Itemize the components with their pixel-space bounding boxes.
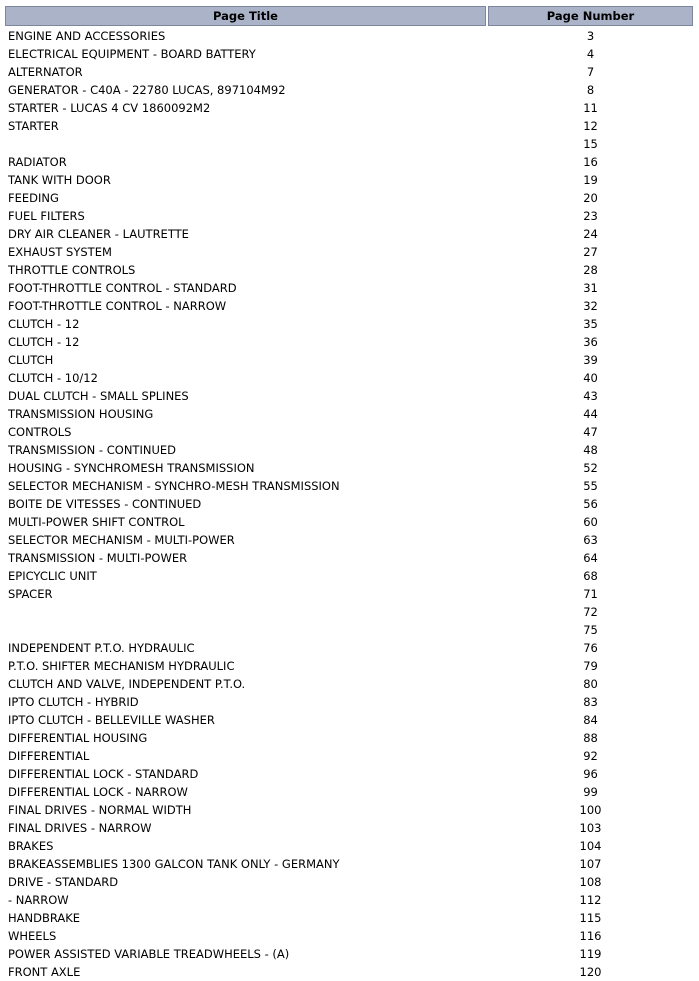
row-page-number: 44	[583, 407, 598, 421]
table-row[interactable]	[5, 747, 693, 765]
row-page-number: 80	[583, 677, 598, 691]
row-page-number: 75	[583, 623, 598, 637]
row-page-number: 3	[586, 29, 595, 43]
table-row[interactable]	[5, 225, 693, 243]
row-page-number: 71	[583, 587, 598, 601]
table-row[interactable]	[5, 855, 693, 873]
row-page-title[interactable]: CLUTCH	[8, 353, 54, 367]
row-page-title[interactable]: STARTER	[8, 119, 59, 133]
table-row[interactable]	[5, 459, 693, 477]
row-page-number: 47	[583, 425, 598, 439]
table-row[interactable]	[5, 351, 693, 369]
row-page-title[interactable]: DIFFERENTIAL	[8, 749, 90, 763]
row-page-title[interactable]: IPTO CLUTCH - HYBRID	[8, 695, 139, 709]
row-page-title[interactable]: DRY AIR CLEANER - LAUTRETTE	[8, 227, 189, 241]
row-page-title[interactable]: FEEDING	[8, 191, 59, 205]
row-page-title[interactable]: BRAKES	[8, 839, 54, 853]
row-page-number: 12	[583, 119, 598, 133]
row-page-number: 83	[583, 695, 598, 709]
row-page-title[interactable]: RADIATOR	[8, 155, 67, 169]
row-page-number: 27	[583, 245, 598, 259]
row-page-title[interactable]: P.T.O. SHIFTER MECHANISM HYDRAULIC	[8, 659, 235, 673]
table-row[interactable]	[5, 369, 693, 387]
table-header-row	[5, 6, 693, 26]
row-page-title[interactable]: ALTERNATOR	[8, 65, 83, 79]
row-page-number: 72	[583, 605, 598, 619]
row-page-title[interactable]: - NARROW	[8, 893, 69, 907]
row-page-title[interactable]: THROTTLE CONTROLS	[8, 263, 136, 277]
row-page-title[interactable]: ENGINE AND ACCESSORIES	[8, 29, 166, 43]
row-page-number: 112	[579, 893, 602, 907]
row-page-number: 115	[579, 911, 602, 925]
table-row[interactable]	[5, 441, 693, 459]
row-page-title[interactable]: FRONT AXLE	[8, 965, 81, 979]
table-row[interactable]	[5, 513, 693, 531]
table-row[interactable]	[5, 63, 693, 81]
table-row[interactable]	[5, 333, 693, 351]
table-row[interactable]	[5, 26, 693, 45]
row-page-number: 36	[583, 335, 598, 349]
row-page-number: 88	[583, 731, 598, 745]
row-page-title[interactable]: SELECTOR MECHANISM - MULTI-POWER	[8, 533, 235, 547]
row-page-number: 43	[583, 389, 598, 403]
row-page-number: 120	[579, 965, 602, 979]
row-page-number: 35	[583, 317, 598, 331]
row-page-number: 19	[583, 173, 598, 187]
row-page-number: 119	[579, 947, 602, 961]
table-row[interactable]	[5, 891, 693, 909]
row-page-number: 108	[579, 875, 602, 889]
row-page-number: 76	[583, 641, 598, 655]
row-page-title[interactable]: MULTI-POWER SHIFT CONTROL	[8, 515, 185, 529]
table-row[interactable]	[5, 567, 693, 585]
row-page-title[interactable]: EPICYCLIC UNIT	[8, 569, 97, 583]
row-page-title[interactable]: FINAL DRIVES - NORMAL WIDTH	[8, 803, 192, 817]
row-page-number: 96	[583, 767, 598, 781]
row-page-title[interactable]: CLUTCH - 12	[8, 335, 80, 349]
row-page-title[interactable]: FOOT-THROTTLE CONTROL - NARROW	[8, 299, 227, 313]
table-row[interactable]	[5, 585, 693, 603]
row-page-number: 63	[583, 533, 598, 547]
row-page-number: 64	[583, 551, 598, 565]
row-page-number: 32	[583, 299, 598, 313]
row-page-title[interactable]: POWER ASSISTED VARIABLE TREADWHEELS - (A)	[8, 947, 290, 961]
table-row[interactable]	[5, 639, 693, 657]
table-row[interactable]	[5, 531, 693, 549]
table-row[interactable]	[5, 45, 693, 63]
row-page-number: 39	[583, 353, 598, 367]
table-row[interactable]	[5, 657, 693, 675]
row-page-number: 104	[579, 839, 602, 853]
row-page-title[interactable]: CLUTCH AND VALVE, INDEPENDENT P.T.O.	[8, 677, 246, 691]
row-page-number: 60	[583, 515, 598, 529]
row-page-title[interactable]: WHEELS	[8, 929, 57, 943]
table-row[interactable]	[5, 207, 693, 225]
table-row[interactable]	[5, 261, 693, 279]
row-page-number: 84	[583, 713, 598, 727]
row-page-number: 68	[583, 569, 598, 583]
row-page-title[interactable]: ELECTRICAL EQUIPMENT - BOARD BATTERY	[8, 47, 256, 61]
row-page-title[interactable]: DUAL CLUTCH - SMALL SPLINES	[8, 389, 189, 403]
row-page-number: 100	[579, 803, 602, 817]
table-row[interactable]	[5, 279, 693, 297]
row-page-title[interactable]: TANK WITH DOOR	[8, 173, 111, 187]
row-page-title[interactable]: CLUTCH - 12	[8, 317, 80, 331]
row-page-number: 48	[583, 443, 598, 457]
table-row[interactable]	[5, 189, 693, 207]
row-page-number: 7	[586, 65, 595, 79]
row-page-number: 31	[583, 281, 598, 295]
row-page-title[interactable]: HOUSING - SYNCHROMESH TRANSMISSION	[8, 461, 255, 475]
row-page-number: 107	[579, 857, 602, 871]
table-row[interactable]	[5, 387, 693, 405]
row-page-title[interactable]: HANDBRAKE	[8, 911, 81, 925]
row-page-number: 23	[583, 209, 598, 223]
row-page-number: 15	[583, 137, 598, 151]
row-page-title[interactable]: CLUTCH - 10/12	[8, 371, 98, 385]
row-page-title[interactable]: SPACER	[8, 587, 53, 601]
row-page-title[interactable]	[5, 603, 486, 621]
row-page-number: 116	[579, 929, 602, 943]
row-page-title[interactable]	[5, 621, 486, 639]
row-page-number: 8	[586, 83, 595, 97]
table-row[interactable]	[5, 693, 693, 711]
row-page-number: 52	[583, 461, 598, 475]
row-page-number: 79	[583, 659, 598, 673]
table-row[interactable]	[5, 621, 693, 639]
table-row[interactable]	[5, 963, 693, 981]
table-row[interactable]	[5, 81, 693, 99]
row-page-number: 56	[583, 497, 598, 511]
row-page-title[interactable]: BRAKEASSEMBLIES 1300 GALCON TANK ONLY - GERMANY	[8, 857, 340, 871]
row-page-title[interactable]: EXHAUST SYSTEM	[8, 245, 112, 259]
table-row[interactable]	[5, 405, 693, 423]
table-body	[5, 26, 693, 981]
row-page-number: 11	[583, 101, 598, 115]
row-page-title[interactable]: FUEL FILTERS	[8, 209, 85, 223]
column-header-page-number[interactable]: Page Number	[488, 6, 693, 26]
table-row[interactable]	[5, 873, 693, 891]
table-row[interactable]	[5, 927, 693, 945]
table-row[interactable]	[5, 297, 693, 315]
table-row[interactable]	[5, 729, 693, 747]
table-row[interactable]	[5, 495, 693, 513]
table-row[interactable]	[5, 153, 693, 171]
table-row[interactable]	[5, 765, 693, 783]
toc-table	[3, 6, 695, 981]
table-row[interactable]	[5, 783, 693, 801]
table-row[interactable]	[5, 945, 693, 963]
table-row[interactable]	[5, 243, 693, 261]
row-page-title[interactable]: FINAL DRIVES - NARROW	[8, 821, 152, 835]
table-row[interactable]	[5, 423, 693, 441]
row-page-number: 99	[583, 785, 598, 799]
table-row[interactable]	[5, 711, 693, 729]
row-page-title[interactable]	[5, 135, 486, 153]
row-page-title[interactable]: CONTROLS	[8, 425, 72, 439]
row-page-title[interactable]: TRANSMISSION HOUSING	[8, 407, 154, 421]
row-page-title[interactable]: DRIVE - STANDARD	[8, 875, 119, 889]
row-page-number: 16	[583, 155, 598, 169]
row-page-title[interactable]: INDEPENDENT P.T.O. HYDRAULIC	[8, 641, 195, 655]
row-page-title[interactable]: DIFFERENTIAL LOCK - STANDARD	[8, 767, 199, 781]
table-row[interactable]	[5, 837, 693, 855]
table-row[interactable]	[5, 99, 693, 117]
row-page-number: 40	[583, 371, 598, 385]
table-row[interactable]	[5, 117, 693, 135]
row-page-number: 20	[583, 191, 598, 205]
table-row[interactable]	[5, 675, 693, 693]
row-page-title[interactable]: STARTER - LUCAS 4 CV 1860092M2	[8, 101, 211, 115]
row-page-title[interactable]: IPTO CLUTCH - BELLEVILLE WASHER	[8, 713, 215, 727]
table-row[interactable]	[5, 801, 693, 819]
row-page-number: 55	[583, 479, 598, 493]
table-row[interactable]	[5, 909, 693, 927]
row-page-number: 92	[583, 749, 598, 763]
row-page-number: 28	[583, 263, 598, 277]
row-page-number: 103	[579, 821, 602, 835]
row-page-number: 24	[583, 227, 598, 241]
table-row[interactable]	[5, 549, 693, 567]
row-page-title[interactable]: GENERATOR - C40A - 22780 LUCAS, 897104M92	[8, 83, 286, 97]
row-page-title[interactable]: DIFFERENTIAL HOUSING	[8, 731, 148, 745]
table-row[interactable]	[5, 135, 693, 153]
table-row[interactable]	[5, 171, 693, 189]
table-row[interactable]	[5, 477, 693, 495]
row-page-title[interactable]: SELECTOR MECHANISM - SYNCHRO-MESH TRANSMISSION	[8, 479, 340, 493]
column-header-page-title[interactable]: Page Title	[5, 6, 486, 26]
row-page-number: 4	[586, 47, 595, 61]
table-row[interactable]	[5, 315, 693, 333]
row-page-title[interactable]: TRANSMISSION - CONTINUED	[8, 443, 176, 457]
row-page-title[interactable]: BOITE DE VITESSES - CONTINUED	[8, 497, 202, 511]
row-page-title[interactable]: FOOT-THROTTLE CONTROL - STANDARD	[8, 281, 237, 295]
row-page-title[interactable]: DIFFERENTIAL LOCK - NARROW	[8, 785, 188, 799]
table-row[interactable]	[5, 819, 693, 837]
row-page-title[interactable]: TRANSMISSION - MULTI-POWER	[8, 551, 188, 565]
table-row[interactable]	[5, 603, 693, 621]
